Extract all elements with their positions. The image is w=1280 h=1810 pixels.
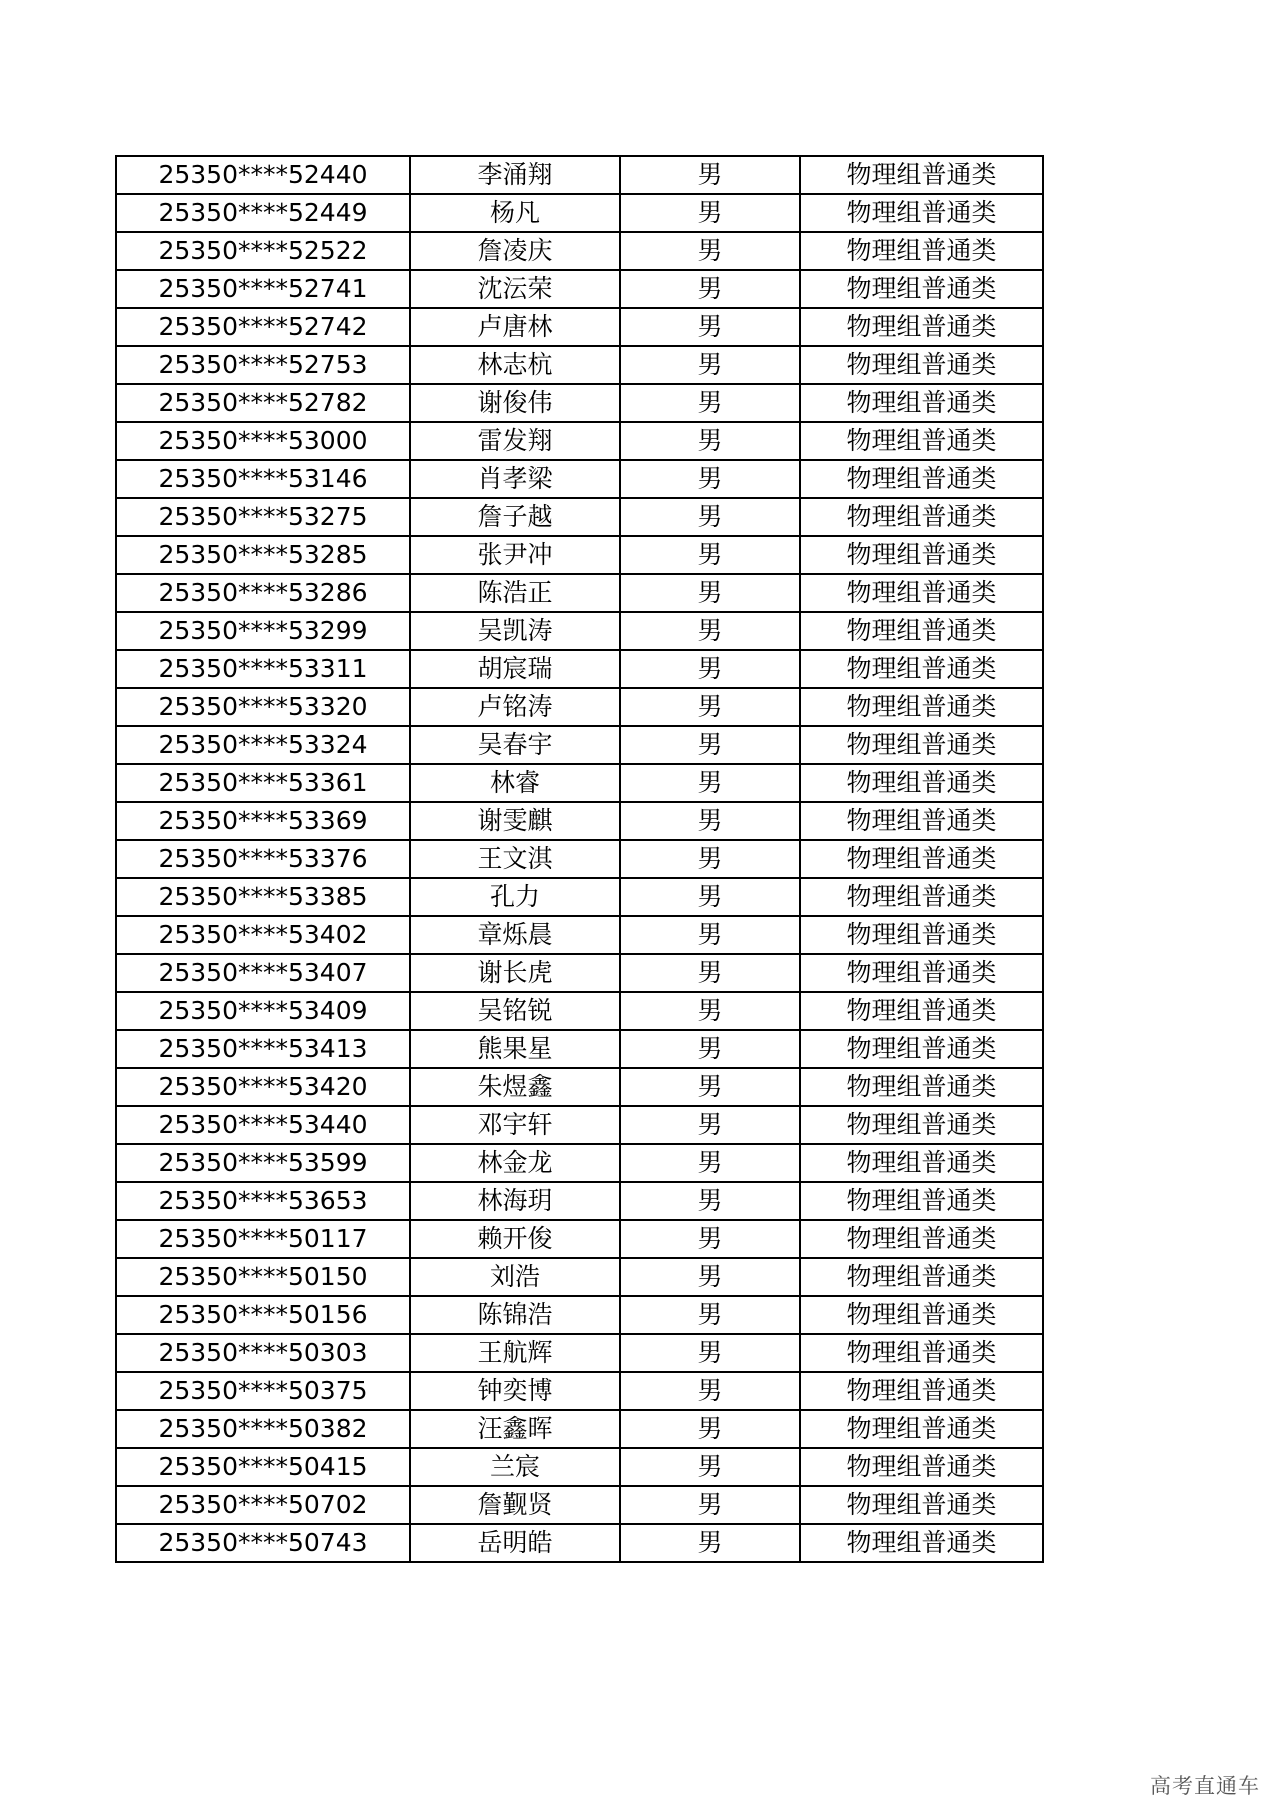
student-name-cell: 林志杭 [410, 346, 620, 384]
candidate-id-cell: 25350****53440 [116, 1106, 410, 1144]
table-row [116, 1486, 1043, 1524]
table-row [116, 384, 1043, 422]
category-cell: 物理组普通类 [800, 1182, 1043, 1220]
student-name-cell: 詹觐贤 [410, 1486, 620, 1524]
gender-cell: 男 [620, 612, 800, 650]
student-name-cell: 谢长虎 [410, 954, 620, 992]
category-cell: 物理组普通类 [800, 346, 1043, 384]
student-name-cell: 章烁晨 [410, 916, 620, 954]
candidate-id-cell: 25350****52741 [116, 270, 410, 308]
category-cell: 物理组普通类 [800, 1068, 1043, 1106]
candidate-id-cell: 25350****53599 [116, 1144, 410, 1182]
table-row [116, 1258, 1043, 1296]
candidate-id-cell: 25350****52449 [116, 194, 410, 232]
table-row [116, 764, 1043, 802]
candidate-id-cell: 25350****52753 [116, 346, 410, 384]
category-cell: 物理组普通类 [800, 1220, 1043, 1258]
student-name-cell: 杨凡 [410, 194, 620, 232]
table-row [116, 916, 1043, 954]
table-row [116, 422, 1043, 460]
student-name-cell: 谢俊伟 [410, 384, 620, 422]
gender-cell: 男 [620, 726, 800, 764]
student-name-cell: 卢唐林 [410, 308, 620, 346]
student-name-cell: 林睿 [410, 764, 620, 802]
watermark-text: 高考直通车 [1150, 1774, 1260, 1798]
gender-cell: 男 [620, 1258, 800, 1296]
category-cell: 物理组普通类 [800, 1448, 1043, 1486]
candidate-id-cell: 25350****50375 [116, 1372, 410, 1410]
gender-cell: 男 [620, 1372, 800, 1410]
candidate-id-cell: 25350****53369 [116, 802, 410, 840]
category-cell: 物理组普通类 [800, 574, 1043, 612]
candidate-id-cell: 25350****53376 [116, 840, 410, 878]
candidate-id-cell: 25350****53361 [116, 764, 410, 802]
category-cell: 物理组普通类 [800, 764, 1043, 802]
student-name-cell: 谢雯麒 [410, 802, 620, 840]
gender-cell: 男 [620, 308, 800, 346]
candidate-id-cell: 25350****53409 [116, 992, 410, 1030]
candidate-id-cell: 25350****53286 [116, 574, 410, 612]
table-row [116, 1448, 1043, 1486]
gender-cell: 男 [620, 574, 800, 612]
candidate-id-cell: 25350****50303 [116, 1334, 410, 1372]
student-name-cell: 张尹冲 [410, 536, 620, 574]
category-cell: 物理组普通类 [800, 422, 1043, 460]
student-name-cell: 赖开俊 [410, 1220, 620, 1258]
gender-cell: 男 [620, 1220, 800, 1258]
student-name-cell: 王文淇 [410, 840, 620, 878]
student-name-cell: 雷发翔 [410, 422, 620, 460]
gender-cell: 男 [620, 1410, 800, 1448]
table-row [116, 194, 1043, 232]
category-cell: 物理组普通类 [800, 1410, 1043, 1448]
table-row [116, 1144, 1043, 1182]
table-row [116, 688, 1043, 726]
candidate-id-cell: 25350****52782 [116, 384, 410, 422]
category-cell: 物理组普通类 [800, 156, 1043, 194]
category-cell: 物理组普通类 [800, 384, 1043, 422]
table-row [116, 840, 1043, 878]
student-name-cell: 詹子越 [410, 498, 620, 536]
student-name-cell: 吴凯涛 [410, 612, 620, 650]
category-cell: 物理组普通类 [800, 460, 1043, 498]
category-cell: 物理组普通类 [800, 1144, 1043, 1182]
category-cell: 物理组普通类 [800, 650, 1043, 688]
gender-cell: 男 [620, 992, 800, 1030]
gender-cell: 男 [620, 422, 800, 460]
table-row [116, 270, 1043, 308]
candidate-id-cell: 25350****50156 [116, 1296, 410, 1334]
candidate-id-cell: 25350****53420 [116, 1068, 410, 1106]
category-cell: 物理组普通类 [800, 802, 1043, 840]
category-cell: 物理组普通类 [800, 232, 1043, 270]
candidate-id-cell: 25350****53653 [116, 1182, 410, 1220]
gender-cell: 男 [620, 1144, 800, 1182]
gender-cell: 男 [620, 1334, 800, 1372]
candidate-id-cell: 25350****53385 [116, 878, 410, 916]
table-row [116, 802, 1043, 840]
gender-cell: 男 [620, 802, 800, 840]
table-row [116, 460, 1043, 498]
candidate-id-cell: 25350****52440 [116, 156, 410, 194]
student-name-cell: 肖孝梁 [410, 460, 620, 498]
gender-cell: 男 [620, 1030, 800, 1068]
table-row [116, 612, 1043, 650]
student-name-cell: 林海玥 [410, 1182, 620, 1220]
gender-cell: 男 [620, 650, 800, 688]
table-row [116, 156, 1043, 194]
candidate-id-cell: 25350****53299 [116, 612, 410, 650]
table-row [116, 954, 1043, 992]
candidate-id-cell: 25350****50743 [116, 1524, 410, 1562]
gender-cell: 男 [620, 1486, 800, 1524]
gender-cell: 男 [620, 498, 800, 536]
category-cell: 物理组普通类 [800, 1486, 1043, 1524]
table-row [116, 878, 1043, 916]
category-cell: 物理组普通类 [800, 270, 1043, 308]
gender-cell: 男 [620, 384, 800, 422]
table-row [116, 1030, 1043, 1068]
table-row [116, 498, 1043, 536]
table-row [116, 308, 1043, 346]
student-name-cell: 林金龙 [410, 1144, 620, 1182]
table-row [116, 1296, 1043, 1334]
candidate-id-cell: 25350****52742 [116, 308, 410, 346]
table-row [116, 536, 1043, 574]
candidate-id-cell: 25350****53413 [116, 1030, 410, 1068]
gender-cell: 男 [620, 1182, 800, 1220]
gender-cell: 男 [620, 954, 800, 992]
category-cell: 物理组普通类 [800, 916, 1043, 954]
category-cell: 物理组普通类 [800, 1258, 1043, 1296]
category-cell: 物理组普通类 [800, 688, 1043, 726]
table-row [116, 574, 1043, 612]
roster-table-body [116, 156, 1043, 1562]
student-name-cell: 岳明皓 [410, 1524, 620, 1562]
student-name-cell: 孔力 [410, 878, 620, 916]
category-cell: 物理组普通类 [800, 612, 1043, 650]
category-cell: 物理组普通类 [800, 536, 1043, 574]
category-cell: 物理组普通类 [800, 194, 1043, 232]
category-cell: 物理组普通类 [800, 1030, 1043, 1068]
student-name-cell: 詹凌庆 [410, 232, 620, 270]
candidate-id-cell: 25350****50702 [116, 1486, 410, 1524]
table-row [116, 650, 1043, 688]
category-cell: 物理组普通类 [800, 726, 1043, 764]
student-name-cell: 吴春宇 [410, 726, 620, 764]
student-name-cell: 汪鑫晖 [410, 1410, 620, 1448]
gender-cell: 男 [620, 878, 800, 916]
candidate-id-cell: 25350****50150 [116, 1258, 410, 1296]
table-row [116, 726, 1043, 764]
candidate-id-cell: 25350****53402 [116, 916, 410, 954]
candidate-id-cell: 25350****52522 [116, 232, 410, 270]
roster-table [115, 155, 1044, 1563]
gender-cell: 男 [620, 688, 800, 726]
category-cell: 物理组普通类 [800, 1296, 1043, 1334]
candidate-id-cell: 25350****50415 [116, 1448, 410, 1486]
category-cell: 物理组普通类 [800, 992, 1043, 1030]
student-name-cell: 兰宸 [410, 1448, 620, 1486]
table-row [116, 1106, 1043, 1144]
student-name-cell: 胡宸瑞 [410, 650, 620, 688]
table-row [116, 1372, 1043, 1410]
student-name-cell: 熊果星 [410, 1030, 620, 1068]
table-row [116, 1524, 1043, 1562]
student-name-cell: 王航辉 [410, 1334, 620, 1372]
candidate-id-cell: 25350****50382 [116, 1410, 410, 1448]
gender-cell: 男 [620, 916, 800, 954]
gender-cell: 男 [620, 156, 800, 194]
category-cell: 物理组普通类 [800, 308, 1043, 346]
candidate-id-cell: 25350****50117 [116, 1220, 410, 1258]
student-name-cell: 陈锦浩 [410, 1296, 620, 1334]
gender-cell: 男 [620, 194, 800, 232]
category-cell: 物理组普通类 [800, 1106, 1043, 1144]
gender-cell: 男 [620, 232, 800, 270]
gender-cell: 男 [620, 1448, 800, 1486]
table-row [116, 1220, 1043, 1258]
gender-cell: 男 [620, 1524, 800, 1562]
table-row [116, 992, 1043, 1030]
student-name-cell: 卢铭涛 [410, 688, 620, 726]
table-row [116, 1068, 1043, 1106]
table-row [116, 1182, 1043, 1220]
gender-cell: 男 [620, 346, 800, 384]
table-row [116, 232, 1043, 270]
category-cell: 物理组普通类 [800, 498, 1043, 536]
gender-cell: 男 [620, 1296, 800, 1334]
student-name-cell: 陈浩正 [410, 574, 620, 612]
candidate-id-cell: 25350****53311 [116, 650, 410, 688]
student-name-cell: 李涌翔 [410, 156, 620, 194]
student-name-cell: 沈沄荣 [410, 270, 620, 308]
gender-cell: 男 [620, 270, 800, 308]
candidate-id-cell: 25350****53324 [116, 726, 410, 764]
category-cell: 物理组普通类 [800, 878, 1043, 916]
table-row [116, 346, 1043, 384]
candidate-id-cell: 25350****53000 [116, 422, 410, 460]
category-cell: 物理组普通类 [800, 954, 1043, 992]
student-name-cell: 刘浩 [410, 1258, 620, 1296]
candidate-id-cell: 25350****53320 [116, 688, 410, 726]
gender-cell: 男 [620, 764, 800, 802]
candidate-id-cell: 25350****53146 [116, 460, 410, 498]
gender-cell: 男 [620, 460, 800, 498]
category-cell: 物理组普通类 [800, 1334, 1043, 1372]
gender-cell: 男 [620, 1068, 800, 1106]
table-row [116, 1334, 1043, 1372]
category-cell: 物理组普通类 [800, 1372, 1043, 1410]
student-name-cell: 吴铭锐 [410, 992, 620, 1030]
student-name-cell: 邓宇轩 [410, 1106, 620, 1144]
gender-cell: 男 [620, 1106, 800, 1144]
student-name-cell: 朱煜鑫 [410, 1068, 620, 1106]
category-cell: 物理组普通类 [800, 1524, 1043, 1562]
student-name-cell: 钟奕博 [410, 1372, 620, 1410]
gender-cell: 男 [620, 840, 800, 878]
candidate-id-cell: 25350****53285 [116, 536, 410, 574]
candidate-id-cell: 25350****53275 [116, 498, 410, 536]
table-row [116, 1410, 1043, 1448]
candidate-id-cell: 25350****53407 [116, 954, 410, 992]
category-cell: 物理组普通类 [800, 840, 1043, 878]
gender-cell: 男 [620, 536, 800, 574]
